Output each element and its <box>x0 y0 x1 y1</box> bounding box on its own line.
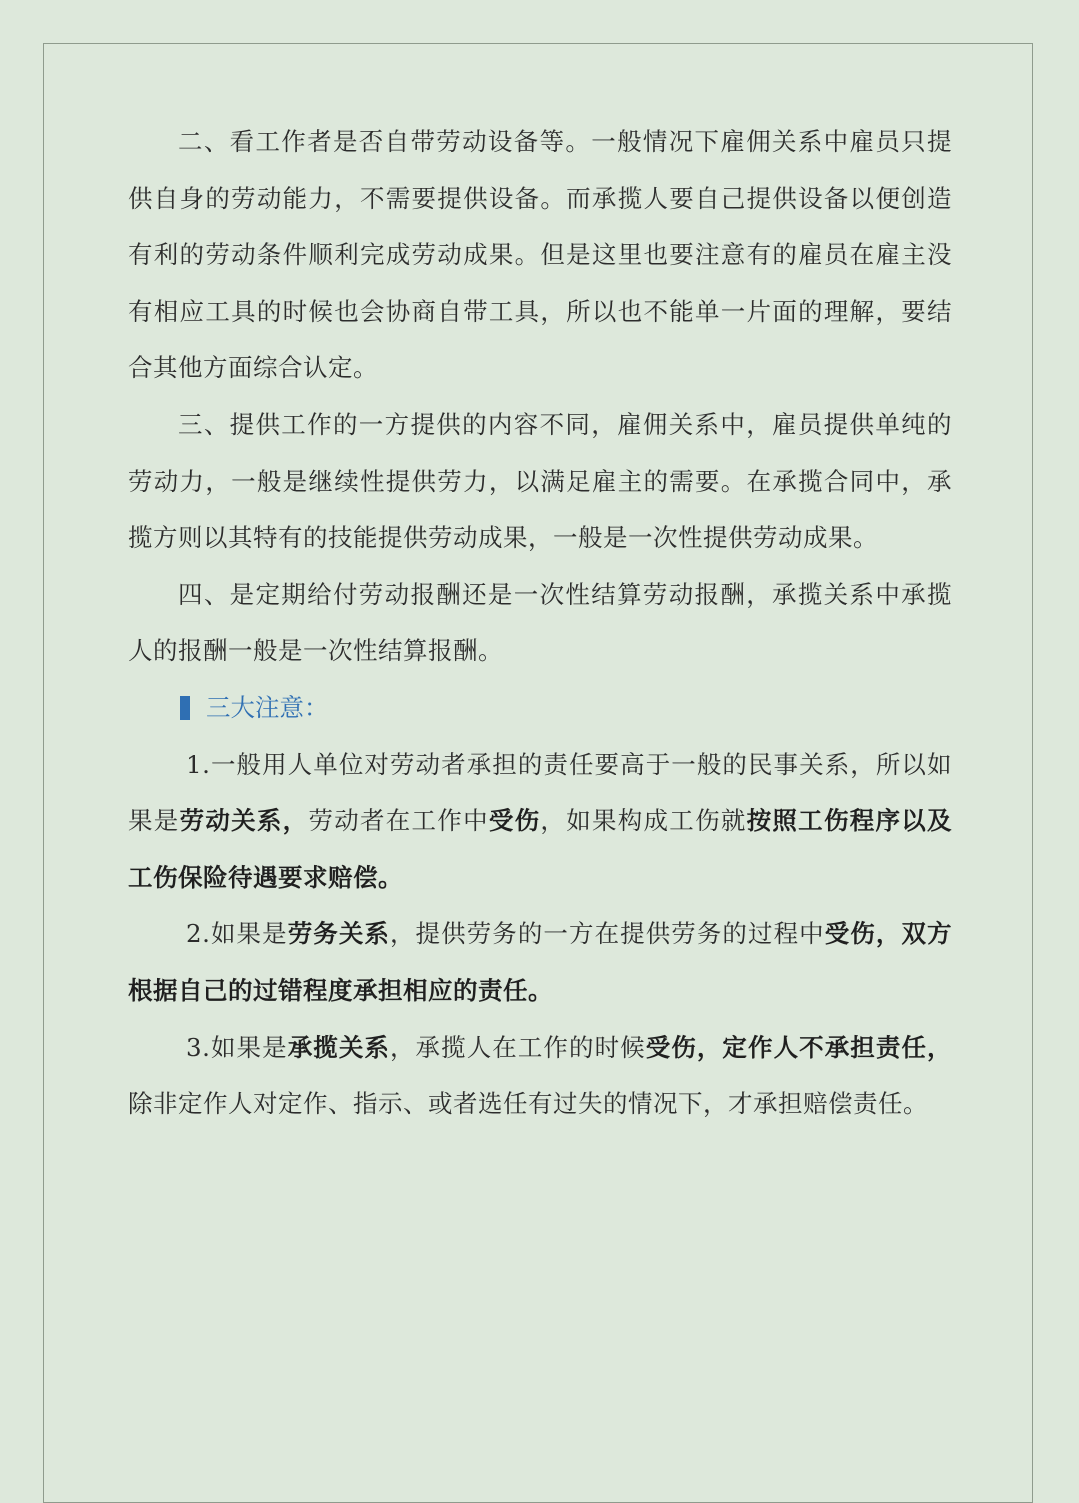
heading-bar-icon <box>180 696 190 720</box>
note-3-text-3: 除非定作人对定作、指示、或者选任有过失的情况下，才承担赔偿责任。 <box>128 1089 928 1119</box>
note-2-text-2: ，提供劳务的一方在提供劳务的过程中 <box>389 919 825 949</box>
note-2-bold-2: 受伤，双方根据自己的过错程度承担相应的责任。 <box>128 919 953 1005</box>
note-1-text-2: 劳动者在工作中 <box>308 806 489 836</box>
note-1-text-3: ，如果构成工伤就 <box>540 806 747 836</box>
section-heading <box>128 680 952 737</box>
section-heading-text: 三大注意： <box>206 692 329 722</box>
note-1-bold-1: 劳动关系， <box>179 806 309 836</box>
document-body <box>128 114 952 1133</box>
note-3-number: 3. <box>186 1032 211 1062</box>
note-1-bold-3: 按照工伤程序以及工伤保险待遇要求赔偿。 <box>128 806 953 892</box>
note-3-text-2: ，承揽人在工作的时候 <box>389 1032 646 1062</box>
paragraph-equipment: 二、看工作者是否自带劳动设备等。一般情况下雇佣关系中雇员只提供自身的劳动能力，不需要提供设备。而承揽人要自己提供设备以便创造有利的劳动条件顺利完成劳动成果。但是这里也要注意有的雇员在雇主没有相应工具的时候也会协商自带工具，所以也不能单一片面的理解，要结合其他方面综合认定。 <box>128 127 952 383</box>
note-3-text-1: 如果是 <box>210 1032 288 1062</box>
note-2-bold-1: 劳务关系 <box>287 919 390 949</box>
note-2-text-1: 如果是 <box>210 919 288 949</box>
note-2-number: 2. <box>186 919 211 949</box>
paragraph-payment: 四、是定期给付劳动报酬还是一次性结算劳动报酬，承揽关系中承揽人的报酬一般是一次性结算报酬。 <box>128 579 952 666</box>
note-1-text-1: 一般用人单位对劳动者承担的责任要高于一般的民事关系，所以如果是 <box>128 749 952 836</box>
note-2 <box>128 906 952 1019</box>
note-1 <box>128 737 952 907</box>
note-1-number: 1. <box>186 749 211 779</box>
note-3-bold-1: 承揽关系 <box>287 1032 390 1062</box>
note-3-bold-2: 受伤，定作人不承担责任， <box>645 1032 953 1062</box>
paragraph-content-difference: 三、提供工作的一方提供的内容不同，雇佣关系中，雇员提供单纯的劳动力，一般是继续性提供劳力，以满足雇主的需要。在承揽合同中，承揽方则以其特有的技能提供劳动成果，一般是一次性提供劳动成果。 <box>128 409 952 553</box>
note-3 <box>128 1020 952 1133</box>
note-1-bold-2: 受伤 <box>488 806 541 836</box>
